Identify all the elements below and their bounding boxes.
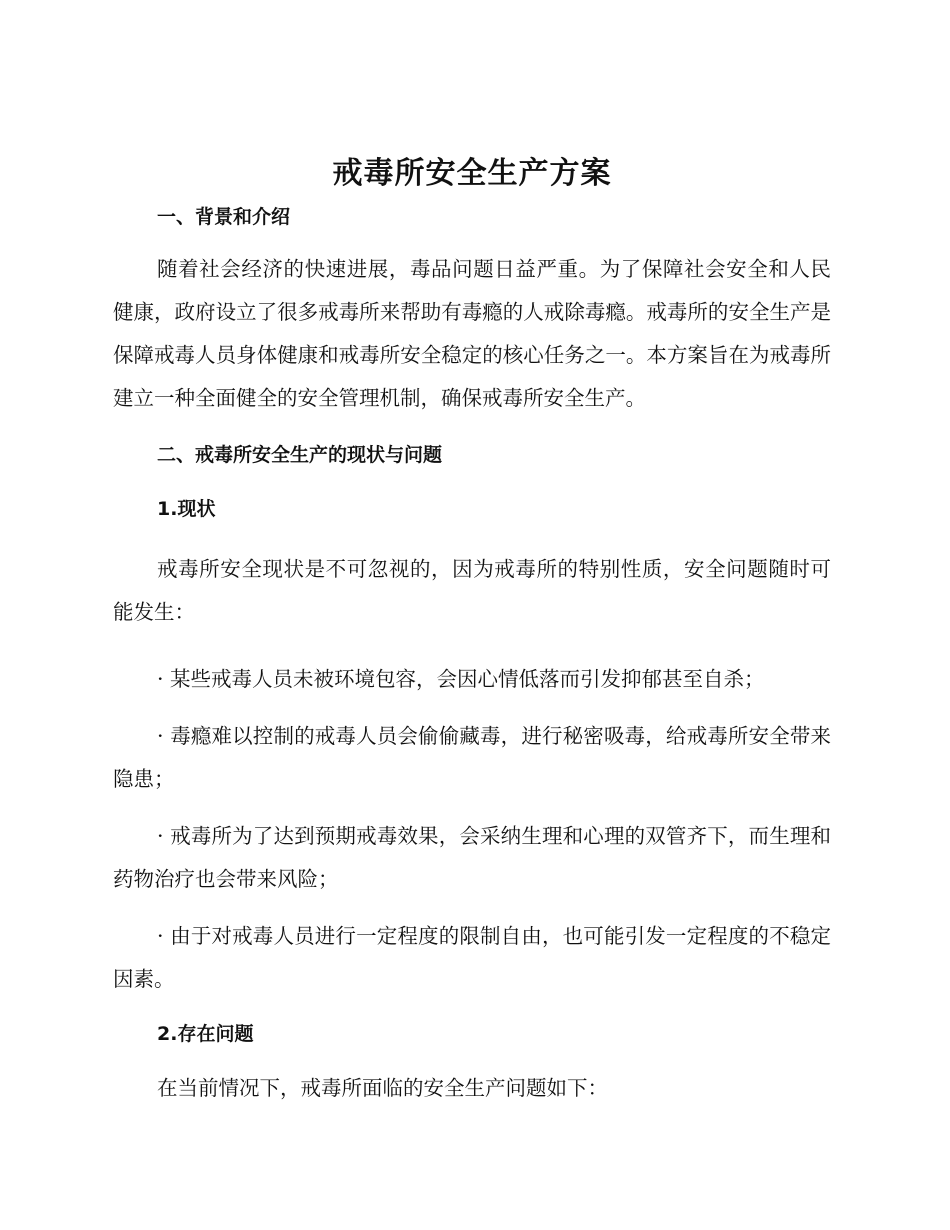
- bullet-item: · 由于对戒毒人员进行一定程度的限制自由，也可能引发一定程度的不稳定因素。: [113, 924, 831, 991]
- document-title: 戒毒所安全生产方案: [332, 156, 612, 191]
- document-body: [113, 150, 831, 1110]
- bullet-item: · 某些戒毒人员未被环境包容，会因心情低落而引发抑郁甚至自杀；: [157, 667, 765, 691]
- subsection-heading-problems: 2.存在问题: [157, 1023, 254, 1045]
- paragraph-background: 随着社会经济的快速进展，毒品问题日益严重。为了保障社会安全和人民健康，政府设立了很多戒毒所来帮助有毒瘾的人戒除毒瘾。戒毒所的安全生产是保障戒毒人员身体健康和戒毒所安全稳定的核心任务之一。本方案旨在为戒毒所建立一种全面健全的安全管理机制，确保戒毒所安全生产。: [113, 257, 831, 410]
- bullet-item: · 戒毒所为了达到预期戒毒效果，会采纳生理和心理的双管齐下，而生理和药物治疗也会带来风险；: [113, 824, 831, 891]
- subsection-heading-current: 1.现状: [157, 498, 216, 520]
- paragraph-problems: 在当前情况下，戒毒所面临的安全生产问题如下：: [157, 1076, 608, 1100]
- bullet-item: · 毒瘾难以控制的戒毒人员会偷偷藏毒，进行秘密吸毒，给戒毒所安全带来隐患；: [113, 724, 831, 791]
- section-heading-status-problems: 二、戒毒所安全生产的现状与问题: [157, 444, 443, 466]
- section-heading-background: 一、背景和介绍: [157, 206, 291, 228]
- paragraph-current-status: 戒毒所安全现状是不可忽视的，因为戒毒所的特别性质，安全问题随时可能发生：: [113, 557, 831, 624]
